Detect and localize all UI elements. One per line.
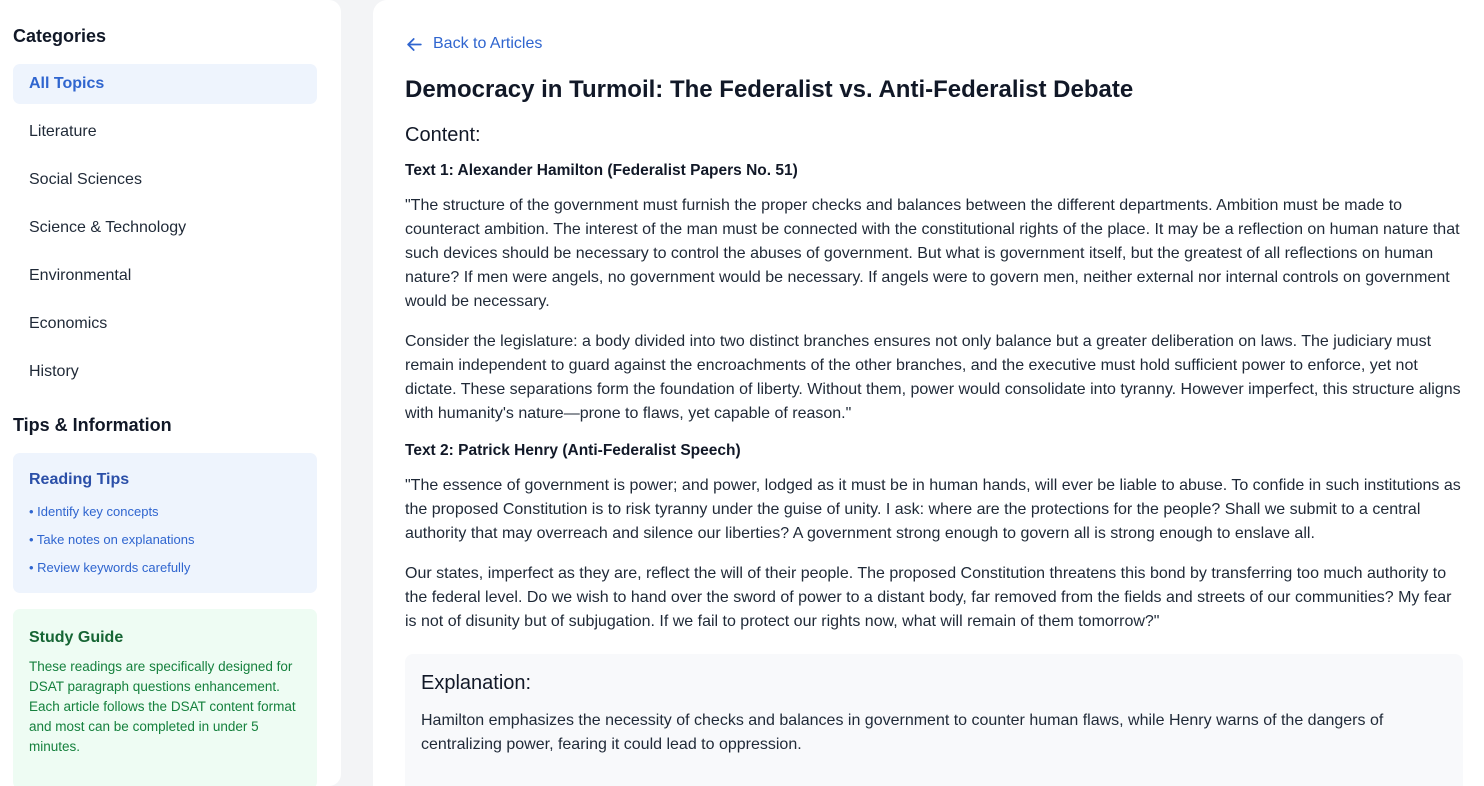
category-item-all-topics[interactable]: All Topics — [13, 64, 317, 104]
explanation-box — [405, 654, 1463, 786]
reading-tips-title: Reading Tips — [29, 471, 130, 488]
reading-tip-item: • Review keywords carefully — [29, 560, 191, 575]
study-guide-card — [13, 609, 317, 786]
category-item-social-sciences[interactable]: Social Sciences — [29, 171, 142, 188]
explanation-text: Hamilton emphasizes the necessity of checks and balances in government to counter human flaws, while Henry warns of the dangers of centralizing power, fearing it could lead to oppression. — [421, 711, 1384, 753]
reading-tips-list — [29, 498, 301, 582]
reading-tip-item: • Take notes on explanations — [29, 532, 195, 547]
category-item-science-technology[interactable]: Science & Technology — [29, 219, 187, 236]
categories-title: Categories — [13, 26, 107, 46]
back-to-articles-link[interactable] — [405, 32, 542, 56]
text2-heading: Text 2: Patrick Henry (Anti-Federalist Speech) — [405, 441, 741, 459]
reading-tip-item: • Identify key concepts — [29, 504, 159, 519]
category-item-economics[interactable]: Economics — [29, 315, 108, 332]
study-guide-text: These readings are specifically designed for DSAT paragraph questions enhancement. Each article follows the DSAT content format and most can be completed in under 5 minutes. — [29, 659, 296, 754]
text1-paragraph-2: Consider the legislature: a body divided into two distinct branches ensures not only balance but a greater deliberation on laws. The judiciary must remain independent to guard against the encroachments of the other branches, and the executive must hold sufficient power to enforce, yet not dictate. These separations form the foundation of liberty. Without them, power would consolidate into tyranny. However imperfect, this structure aligns with humanity's nature—prone to flaws, yet capable of reason." — [405, 332, 1461, 422]
article-title: Democracy in Turmoil: The Federalist vs. Anti-Federalist Debate — [405, 75, 1134, 103]
reading-tips-card — [13, 453, 317, 593]
text2-paragraph-2: Our states, imperfect as they are, reflect the will of their people. The proposed Constitution threatens this bond by transferring too much authority to the federal level. Do we wish to hand over the sword of power to a distant body, far removed from the fields and streets of our communities? My fear is not of disunity but of subjugation. If we fail to protect our rights now, what will remain of them tomorrow?" — [405, 564, 1452, 630]
category-item-literature[interactable]: Literature — [29, 123, 97, 140]
study-guide-title: Study Guide — [29, 629, 124, 646]
category-list — [13, 64, 317, 392]
sidebar — [0, 0, 341, 786]
text2-paragraph-1: "The essence of government is power; and power, lodged as it must be in human hands, will ever be liable to abuse. To confide in such institutions as the proposed Constitution is to risk tyranny under the guise of unity. I ask: where are the protections for the people? Shall we submit to a central authority that may overreach and silence our liberties? A government strong enough to govern all is strong enough to enslave all. — [405, 476, 1461, 542]
arrow-left-icon — [405, 35, 424, 54]
article-panel — [373, 0, 1484, 786]
tips-title: Tips & Information — [13, 415, 172, 435]
back-link-label: Back to Articles — [433, 35, 543, 52]
category-item-history[interactable]: History — [29, 363, 79, 380]
text1-paragraph-1: "The structure of the government must furnish the proper checks and balances between the different departments. Ambition must be made to counteract ambition. The interest of the man must be connected with the constitutional rights of the place. It may be a reflection on human nature that such devices should be necessary to control the abuses of government. But what is government itself, but the greatest of all reflections on human nature? If men were angels, no government would be necessary. If angels were to govern men, neither external nor internal controls on government would be necessary. — [405, 196, 1460, 310]
text1-heading: Text 1: Alexander Hamilton (Federalist Papers No. 51) — [405, 161, 798, 179]
category-item-environmental[interactable]: Environmental — [29, 267, 132, 284]
content-heading: Content: — [405, 123, 481, 146]
explanation-heading: Explanation: — [421, 671, 532, 694]
